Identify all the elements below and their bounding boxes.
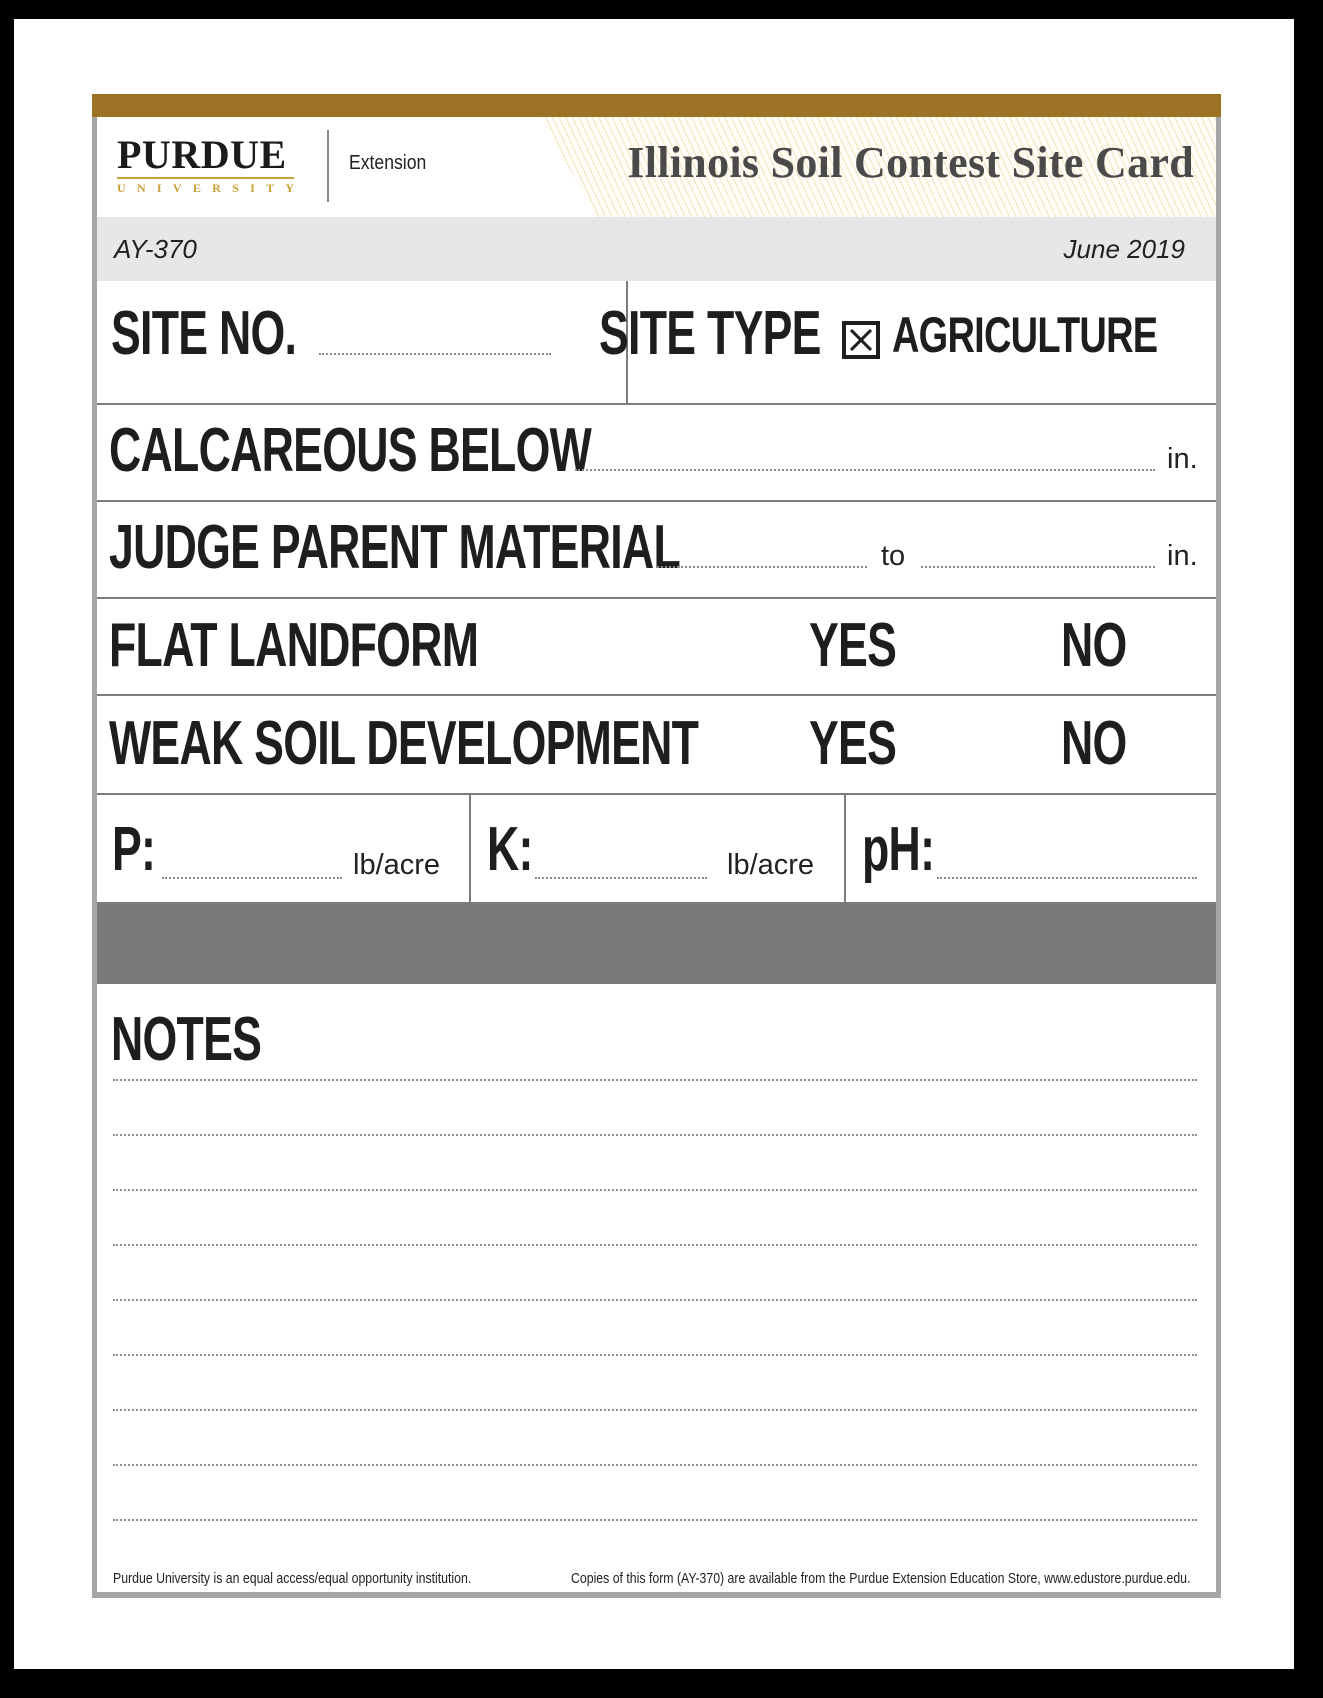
publication-code: AY-370 [114, 234, 197, 264]
agriculture-checkbox[interactable] [842, 321, 880, 359]
notes-line-7[interactable] [113, 1409, 1197, 1411]
row-flat-landform [97, 597, 1216, 694]
logo-divider [327, 130, 329, 202]
info-bar [97, 217, 1216, 281]
notes-line-4[interactable] [113, 1244, 1197, 1246]
notes-line-1[interactable] [113, 1079, 1197, 1081]
site-no-label: SITE NO. [111, 299, 297, 368]
extension-label: Extension [349, 152, 427, 174]
gold-header-bar [92, 94, 1221, 117]
row-site [97, 281, 1216, 403]
flat-landform-no[interactable]: NO [1061, 611, 1127, 680]
calcareous-unit: in. [1167, 443, 1198, 475]
flat-landform-label: FLAT LANDFORM [109, 611, 479, 680]
notes-line-2[interactable] [113, 1134, 1197, 1136]
calcareous-field[interactable] [575, 469, 1155, 471]
notes-line-8[interactable] [113, 1464, 1197, 1466]
weak-soil-yes[interactable]: YES [809, 709, 897, 778]
weak-soil-no[interactable]: NO [1061, 709, 1127, 778]
weak-soil-label: WEAK SOIL DEVELOPMENT [109, 709, 699, 778]
parent-material-to-field[interactable] [921, 566, 1155, 568]
row-nutrients [97, 793, 1216, 902]
publication-date: June 2019 [1063, 234, 1185, 264]
page-title: Illinois Soil Contest Site Card [627, 138, 1194, 187]
p-unit: lb/acre [353, 849, 441, 881]
row-parent-material [97, 500, 1216, 597]
k-field[interactable] [535, 877, 707, 879]
row-weak-soil [97, 694, 1216, 793]
k-label: K: [487, 815, 533, 884]
checkbox-x-icon [850, 329, 872, 351]
parent-material-label: JUDGE PARENT MATERIAL [109, 513, 681, 582]
agriculture-option-label: AGRICULTURE [892, 307, 1158, 363]
page [14, 19, 1294, 1669]
notes-line-5[interactable] [113, 1299, 1197, 1301]
column-divider [469, 795, 471, 904]
ph-field[interactable] [937, 877, 1197, 879]
row-calcareous [97, 403, 1216, 500]
footer-copies-info: Copies of this form (AY-370) are available from the Purdue Extension Education Store, www.edustore.purdue.edu. [571, 1570, 1191, 1587]
column-divider [844, 795, 846, 904]
site-card [92, 94, 1221, 1598]
card-header [97, 117, 1216, 217]
footer-equal-opportunity: Purdue University is an equal access/equal opportunity institution. [113, 1570, 472, 1587]
p-label: P: [112, 815, 156, 884]
parent-material-to-label: to [881, 540, 906, 572]
site-type-label: SITE TYPE [599, 299, 821, 368]
logo-rule [117, 177, 294, 179]
notes-line-9[interactable] [113, 1519, 1197, 1521]
k-unit: lb/acre [727, 849, 815, 881]
section-divider-band [97, 902, 1216, 984]
notes-line-3[interactable] [113, 1189, 1197, 1191]
notes-line-6[interactable] [113, 1354, 1197, 1356]
logo-wordmark: PURDUE [117, 132, 287, 177]
site-no-field[interactable] [319, 353, 551, 355]
logo-university: UNIVERSITY [117, 181, 306, 195]
ph-label: pH: [862, 815, 935, 884]
parent-material-from-field[interactable] [657, 566, 867, 568]
notes-label: NOTES [111, 1005, 262, 1074]
calcareous-label: CALCAREOUS BELOW [109, 416, 591, 485]
parent-material-unit: in. [1167, 540, 1198, 572]
flat-landform-yes[interactable]: YES [809, 611, 897, 680]
purdue-logo [117, 132, 306, 196]
p-field[interactable] [162, 877, 342, 879]
